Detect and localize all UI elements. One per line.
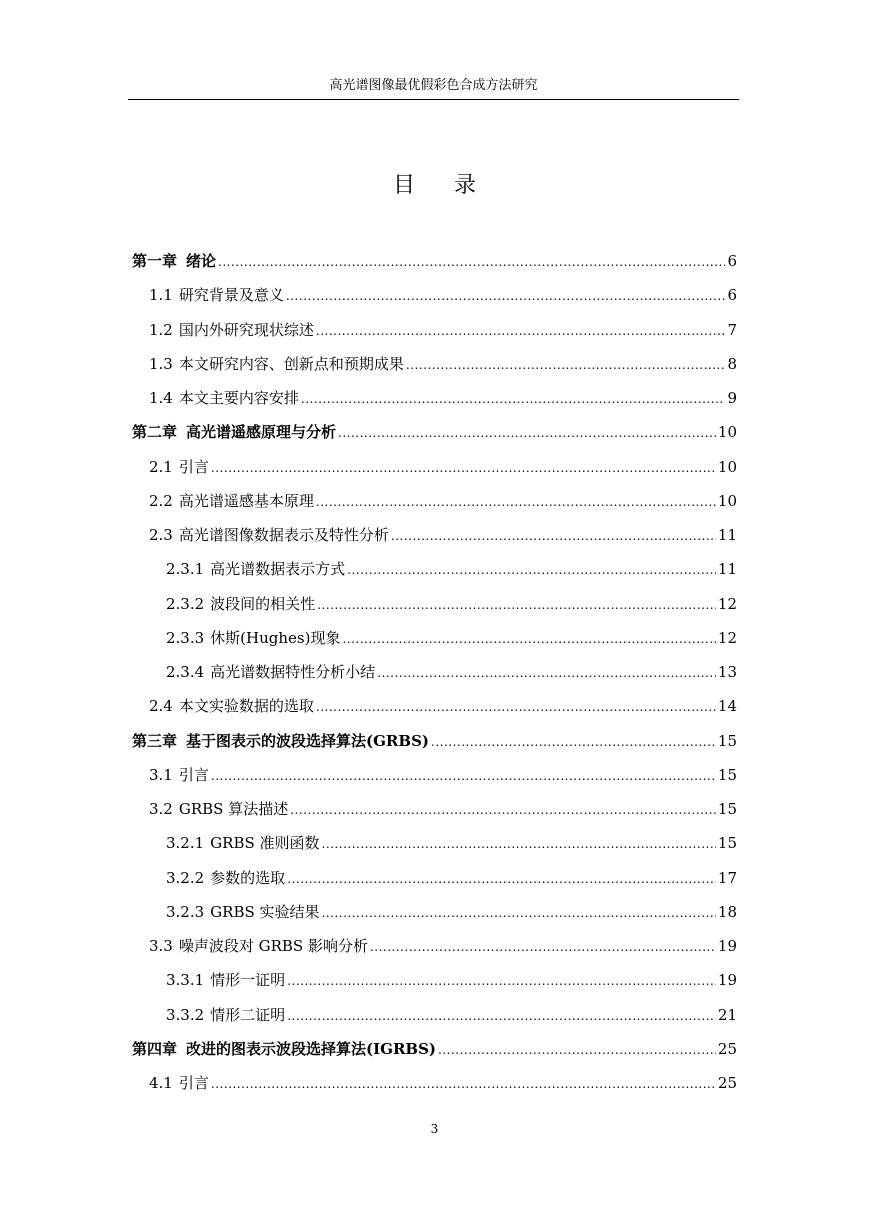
toc-entry-label: 研究背景及意义	[178, 286, 284, 305]
toc-entry-page: 10	[717, 491, 737, 510]
toc-entry[interactable]	[132, 1066, 737, 1100]
toc-entry[interactable]	[132, 724, 737, 758]
toc-dot-leader	[290, 793, 716, 827]
toc-entry-page: 7	[727, 320, 737, 339]
toc-entry-label: GRBS 算法描述	[178, 800, 289, 818]
toc-entry[interactable]	[132, 381, 737, 415]
toc-entry[interactable]	[132, 278, 737, 312]
toc-entry-label: 本文研究内容、创新点和预期成果	[178, 354, 404, 373]
toc-entry-label: 引言	[178, 457, 209, 476]
toc-dot-leader	[391, 519, 716, 553]
toc-entry-number: 1.2	[149, 320, 173, 339]
toc-entry-number: 3.3	[149, 937, 173, 955]
toc-entry-number: 第一章	[132, 252, 178, 270]
toc-entry-number: 3.3.1	[166, 971, 205, 990]
toc-entry-number: 1.3	[149, 354, 173, 373]
toc-dot-leader	[211, 451, 716, 485]
toc-entry[interactable]	[132, 758, 737, 792]
toc-dot-leader	[438, 1033, 716, 1067]
toc-entry[interactable]	[132, 895, 737, 929]
toc-dot-leader	[406, 348, 726, 382]
toc-dot-leader	[322, 896, 716, 930]
toc-entry[interactable]	[132, 484, 737, 518]
page-number: 3	[430, 1122, 439, 1136]
toc-entry-label: 高光谱数据表示方式	[210, 560, 346, 579]
toc-entry-number: 3.2.3	[166, 902, 205, 921]
toc-entry-number: 第三章	[132, 731, 178, 750]
toc-entry-number: 3.3.2	[166, 1005, 205, 1024]
toc-entry-label: 国内外研究现状综述	[178, 320, 314, 339]
toc-entry-page: 25	[717, 1074, 737, 1092]
toc-entry-page: 17	[717, 868, 737, 887]
toc-entry-number: 2.4	[149, 697, 173, 716]
toc-entry[interactable]	[132, 826, 737, 860]
toc-entry-number: 1.1	[149, 286, 173, 305]
toc-dot-leader	[218, 245, 725, 279]
toc-entry-label: 波段间的相关性	[210, 594, 316, 613]
toc-entry-page: 11	[717, 526, 737, 544]
toc-entry-label: 绪论	[186, 252, 217, 270]
toc-entry-label: 参数的选取	[210, 868, 286, 887]
toc-entry-page: 19	[717, 971, 737, 990]
toc-entry-page: 15	[717, 731, 737, 750]
toc-entry[interactable]	[132, 929, 737, 963]
toc-entry[interactable]	[132, 998, 737, 1032]
toc-entry-number: 第二章	[132, 423, 178, 442]
toc-entry[interactable]	[132, 518, 737, 552]
toc-entry-page: 12	[717, 594, 737, 613]
toc-title: 目 录	[393, 173, 492, 198]
toc-dot-leader	[342, 622, 715, 656]
toc-dot-leader	[347, 553, 716, 587]
toc-dot-leader	[322, 827, 716, 861]
toc-dot-leader	[316, 690, 716, 724]
toc-entry-page: 11	[717, 560, 737, 579]
toc-dot-leader	[211, 1067, 716, 1101]
toc-entry[interactable]	[132, 861, 737, 895]
toc-entry-label: GRBS 准则函数	[210, 834, 320, 853]
toc-dot-leader	[338, 416, 716, 450]
toc-entry-page: 6	[727, 286, 737, 305]
header-rule	[128, 99, 739, 100]
toc-dot-leader	[287, 999, 716, 1033]
toc-entry-number: 第四章	[132, 1039, 178, 1058]
toc-entry[interactable]	[132, 450, 737, 484]
toc-entry[interactable]	[132, 963, 737, 997]
table-of-contents	[132, 244, 737, 1100]
toc-dot-leader	[370, 930, 716, 964]
toc-entry-label: 基于图表示的波段选择算法(GRBS)	[186, 731, 429, 750]
toc-entry-number: 3.2.2	[166, 868, 205, 887]
toc-entry[interactable]	[132, 621, 737, 655]
toc-entry-label: 引言	[178, 765, 209, 784]
toc-entry-label: 引言	[178, 1074, 209, 1092]
toc-entry[interactable]	[132, 313, 737, 347]
toc-entry-page: 21	[717, 1005, 737, 1024]
toc-dot-leader	[317, 588, 716, 622]
toc-entry-label: 情形二证明	[210, 1005, 286, 1024]
toc-entry-number: 3.1	[149, 765, 173, 784]
toc-entry-page: 9	[727, 389, 737, 407]
toc-entry-label: 改进的图表示波段选择算法(IGRBS)	[186, 1039, 437, 1058]
toc-entry[interactable]	[132, 552, 737, 586]
toc-dot-leader	[286, 279, 726, 313]
toc-entry-label: 高光谱数据特性分析小结	[210, 663, 376, 681]
toc-dot-leader	[377, 656, 716, 690]
toc-dot-leader	[431, 725, 716, 759]
toc-entry-page: 19	[717, 937, 737, 955]
toc-entry-number: 2.3.3	[166, 628, 205, 647]
toc-entry-label: 休斯(Hughes)现象	[210, 628, 341, 647]
toc-entry[interactable]	[132, 587, 737, 621]
toc-entry[interactable]	[132, 415, 737, 449]
running-header: 高光谱图像最优假彩色合成方法研究	[329, 78, 538, 93]
toc-entry-page: 15	[717, 834, 737, 853]
toc-entry[interactable]	[132, 244, 737, 278]
toc-entry-number: 2.3.4	[166, 663, 205, 681]
toc-entry-number: 2.3.1	[166, 560, 205, 579]
toc-entry-number: 2.2	[149, 491, 173, 510]
toc-entry-label: 高光谱遥感基本原理	[178, 491, 314, 510]
toc-entry-page: 10	[717, 457, 737, 476]
toc-entry-number: 2.3	[149, 526, 173, 544]
toc-dot-leader	[301, 382, 726, 416]
toc-entry[interactable]	[132, 792, 737, 826]
toc-entry-label: 本文实验数据的选取	[178, 697, 314, 716]
toc-entry-page: 10	[717, 423, 737, 442]
toc-entry-number: 3.2.1	[166, 834, 205, 853]
toc-entry-label: 情形一证明	[210, 971, 286, 990]
toc-entry-page: 8	[727, 354, 737, 373]
toc-entry-label: 噪声波段对 GRBS 影响分析	[178, 937, 368, 955]
toc-dot-leader	[316, 485, 716, 519]
toc-entry-page: 14	[717, 697, 737, 716]
toc-entry-number: 3.2	[149, 800, 173, 818]
toc-entry-number: 4.1	[149, 1074, 173, 1092]
toc-entry-number: 2.1	[149, 457, 173, 476]
toc-entry-page: 15	[717, 765, 737, 784]
toc-entry-page: 12	[717, 628, 737, 647]
toc-entry-page: 6	[727, 252, 737, 270]
toc-entry-label: GRBS 实验结果	[210, 902, 320, 921]
toc-entry[interactable]	[132, 655, 737, 689]
toc-entry-label: 本文主要内容安排	[178, 389, 299, 407]
toc-dot-leader	[287, 862, 716, 896]
toc-entry[interactable]	[132, 347, 737, 381]
toc-entry-page: 18	[717, 902, 737, 921]
toc-entry[interactable]	[132, 1032, 737, 1066]
toc-dot-leader	[316, 314, 726, 348]
toc-entry-number: 1.4	[149, 389, 173, 407]
toc-entry[interactable]	[132, 689, 737, 723]
toc-entry-label: 高光谱图像数据表示及特性分析	[178, 526, 389, 544]
toc-dot-leader	[287, 964, 716, 998]
toc-dot-leader	[211, 759, 716, 793]
toc-entry-page: 15	[717, 800, 737, 818]
toc-entry-page: 13	[717, 663, 737, 681]
toc-entry-number: 2.3.2	[166, 594, 205, 613]
toc-entry-page: 25	[717, 1039, 737, 1058]
toc-entry-label: 高光谱遥感原理与分析	[186, 423, 337, 442]
